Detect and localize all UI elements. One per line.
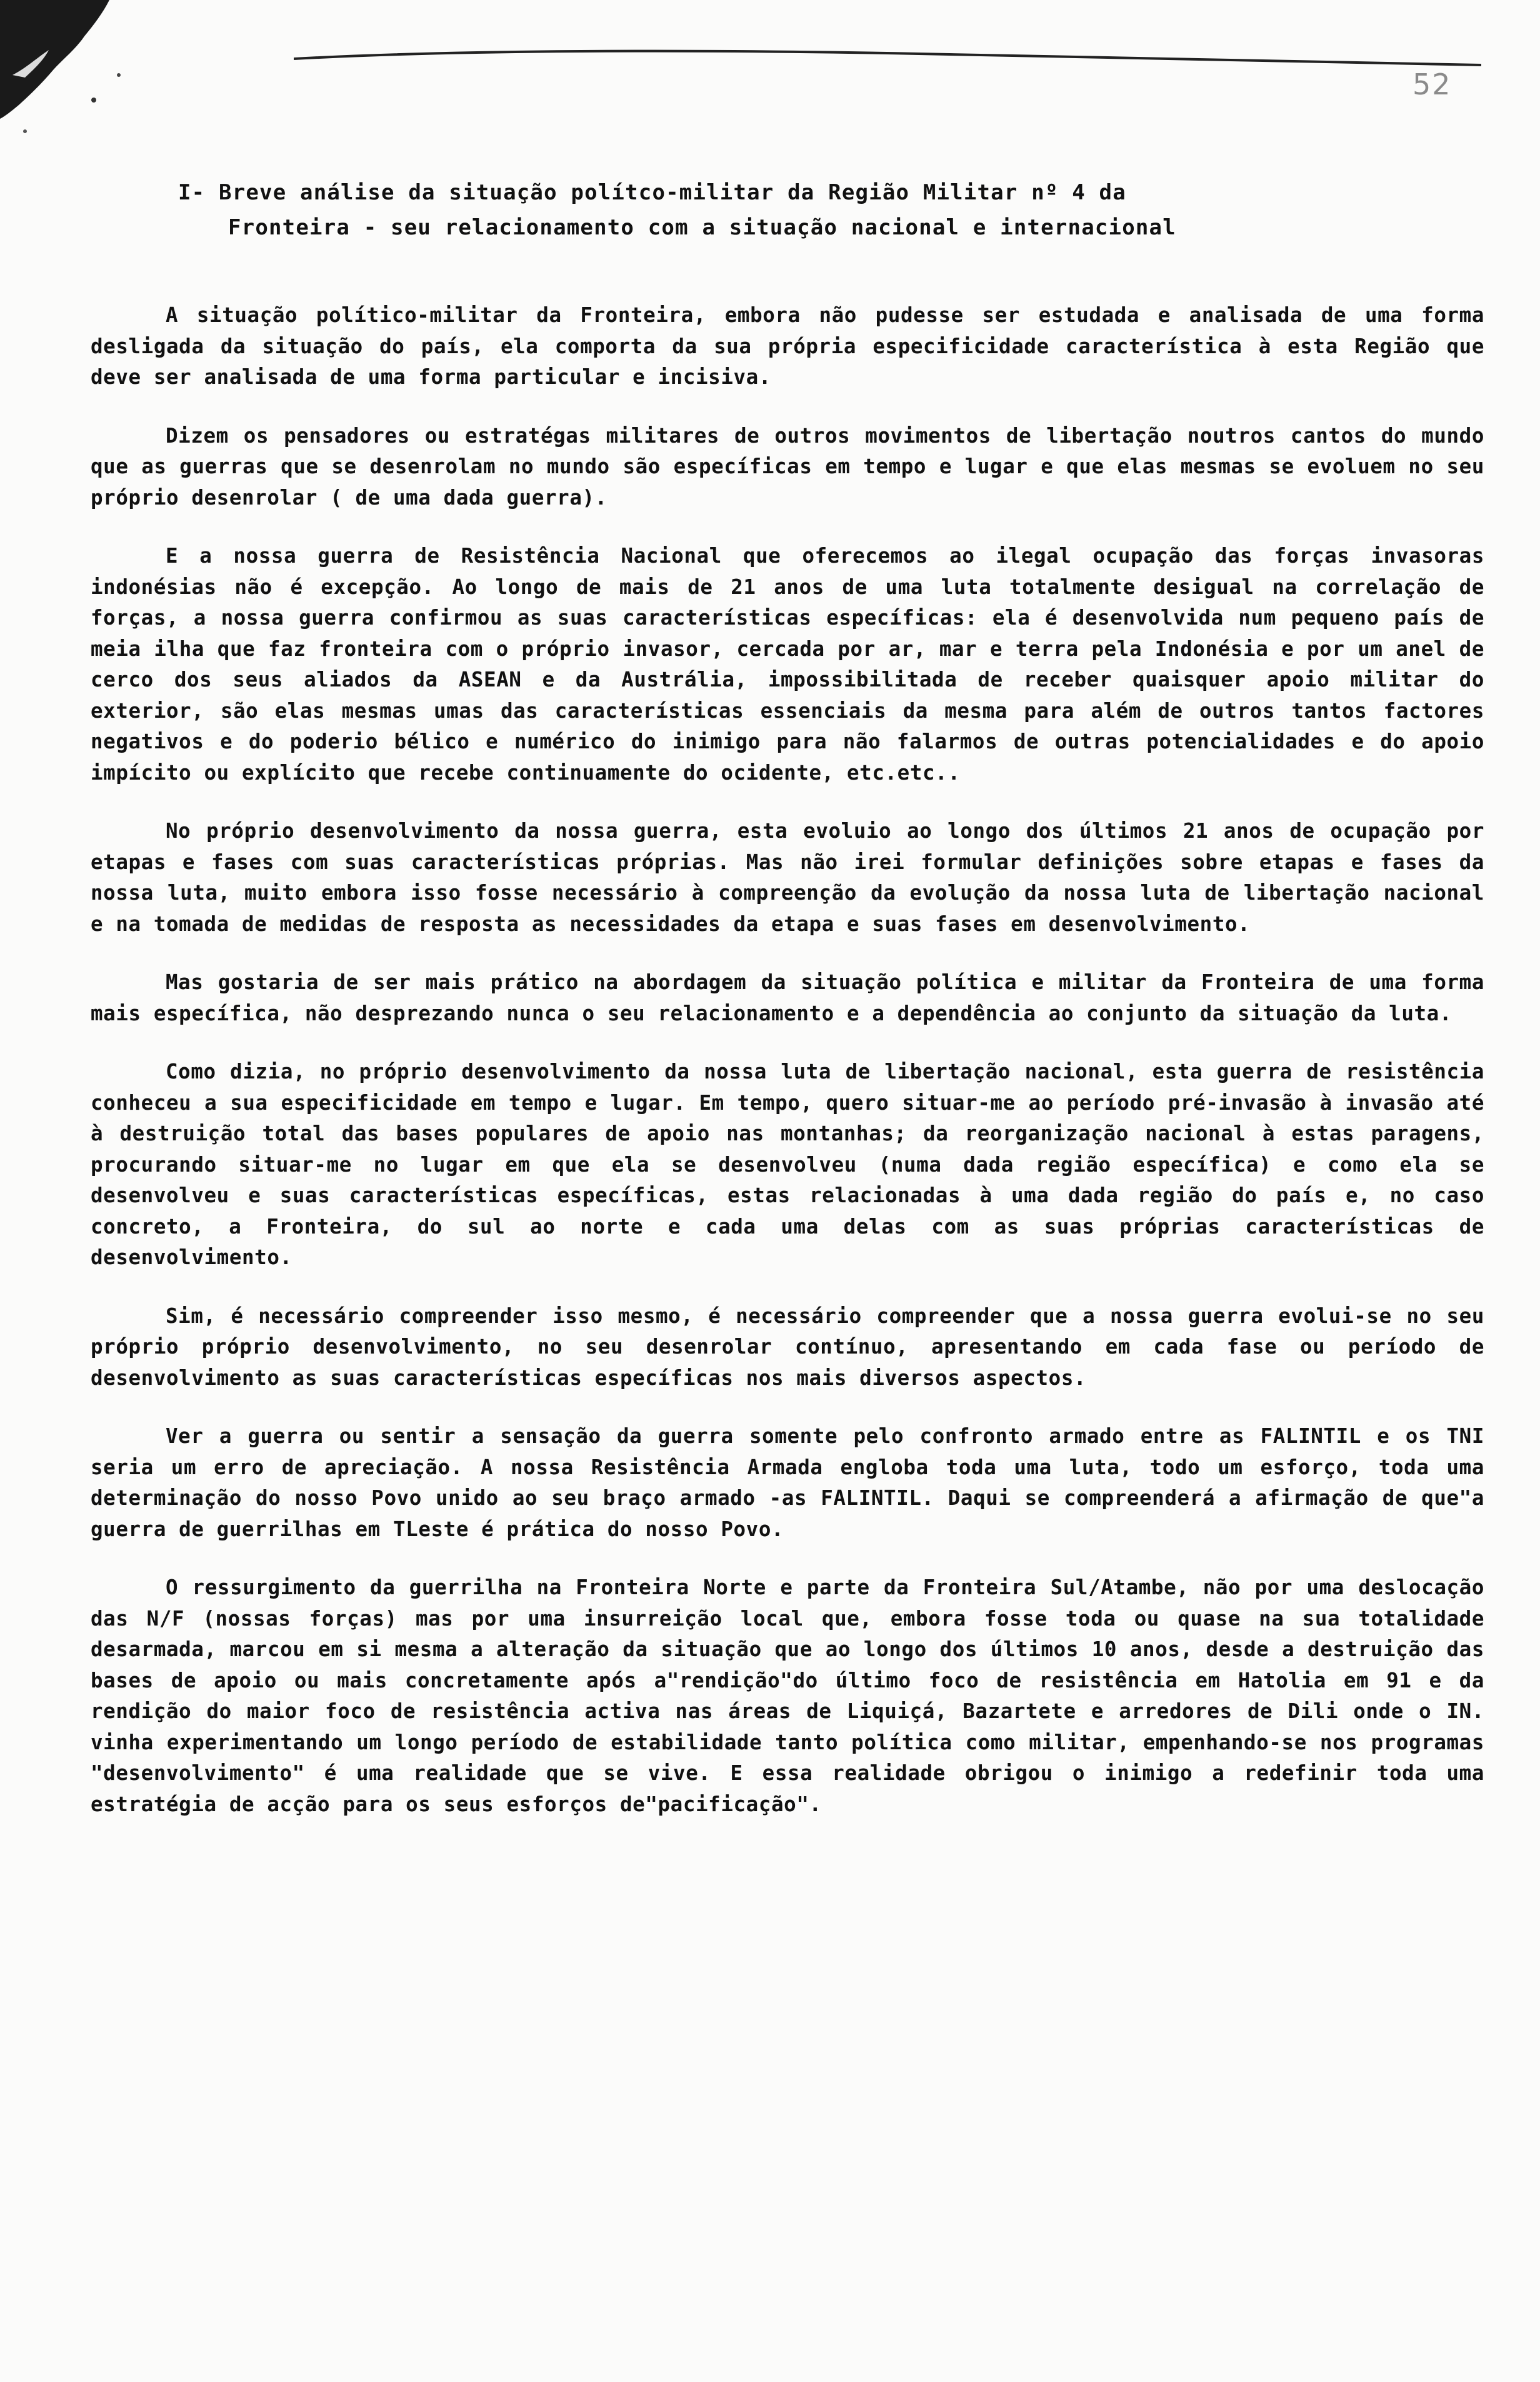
paragraph-9: O ressurgimento da guerrilha na Fronteira Norte e parte da Fronteira Sul/Atambe, não por uma deslocação das N/F (nossas forças) mas por uma insurreição local que, embora fosse toda ou quase na sua totalidade desarmada, marcou em si mesma a alteração da situação que ao longo dos últimos 10 anos, desde a destruição das bases de apoio ou mais concretamente após a"rendição"do último foco de resistência em Hatolia em 91 e da rendição do maior foco de resistência activa nas áreas de Liquiçá, Bazartete e arredores de Dili onde o IN. vinha experimentando um longo período de estabilidade tanto política como militar, empenhando-se nos programas "desenvolvimento" é uma realidade que se vive. E essa realidade obrigou o inimigo a redefinir toda uma estratégia de acção para os seus esforços de"pacificação". [91,1575,1484,1816]
section-heading [178,175,1434,245]
paragraph-8: Ver a guerra ou sentir a sensação da guerra somente pelo confronto armado entre as FALINTIL e os TNI seria um erro de apreciação. A nossa Resistência Armada engloba toda uma luta, todo um esforço, toda uma determinação do nosso Povo unido ao seu braço armado -as FALINTIL. Daqui se compreenderá a afirmação de que"a guerra de guerrilhas em TLeste é prática do nosso Povo. [91,1424,1484,1541]
paragraph-3: E a nossa guerra de Resistência Nacional que oferecemos ao ilegal ocupação das forças invasoras indonésias não é excepção. Ao longo de mais de 21 anos de uma luta totalmente desigual na correlação de forças, a nossa guerra confirmou as suas características específicas: ela é desenvolvida num pequeno país de meia ilha que faz fronteira com o próprio invasor, cercada por ar, mar e terra pela Indonésia e por um anel de cerco dos seus aliados da ASEAN e da Austrália, impossibilitada de receber quaisquer apoio militar do exterior, são elas mesmas umas das características essenciais da mesma para além de outros tantos factores negativos e do poderio bélico e numérico do inimigo para não falarmos de outras potencialidades e do apoio impícito ou explícito que recebe continuamente do ocidente, etc.etc.. [91,544,1484,785]
paragraph-5: Mas gostaria de ser mais prático na abordagem da situação política e militar da Fronteira de uma forma mais específica, não desprezando nunca o seu relacionamento e a dependência ao conjunto da situação da luta. [91,970,1484,1025]
top-rule-line [294,45,1481,70]
body-text [91,300,1484,2332]
page-number: 52 [1412,68,1452,101]
heading-line-1: I- Breve análise da situação polítco-militar da Região Militar nº 4 da [178,180,1126,205]
heading-line-2: Fronteira - seu relacionamento com a situação nacional e internacional [228,215,1176,240]
paragraph-4: No próprio desenvolvimento da nossa guerra, esta evoluio ao longo dos últimos 21 anos de ocupação por etapas e fases com suas características próprias. Mas não irei formular definições sobre etapas e fases da nossa luta, muito embora isso fosse necessário à compreenção da evolução da nossa luta de libertação nacional e na tomada de medidas de resposta as necessidades da etapa e suas fases em desenvolvimento. [91,819,1484,936]
paragraph-2: Dizem os pensadores ou estratégas militares de outros movimentos de libertação noutros cantos do mundo que as guerras que se desenrolam no mundo são específicas em tempo e lugar e que elas mesmas se evoluem no seu próprio desenrolar ( de uma dada guerra). [91,423,1484,510]
scan-corner-mark [0,0,144,144]
paragraph-7: Sim, é necessário compreender isso mesmo, é necessário compreender que a nossa guerra evolui-se no seu próprio próprio desenvolvimento, no seu desenrolar contínuo, apresentando em cada fase ou período de desenvolvimento as suas características específicas nos mais diversos aspectos. [91,1304,1484,1390]
paragraph-6: Como dizia, no próprio desenvolvimento da nossa luta de libertação nacional, esta guerra de resistência conheceu a sua especificidade em tempo e lugar. Em tempo, quero situar-me ao período pré-invasão à invasão até à destruição total das bases populares de apoio nas montanhas; da reorganização nacional à estas paragens, procurando situar-me no lugar em que ela se desenvolveu (numa dada região específica) e como ela se desenvolveu e suas características específicas, estas relacionadas à uma dada região do país e, no caso concreto, a Fronteira, do sul ao norte e cada uma delas com as suas próprias características de desenvolvimento. [91,1060,1484,1269]
paragraph-1: A situação político-militar da Fronteira, embora não pudesse ser estudada e analisada de uma forma desligada da situação do país, ela comporta da sua própria especificidade característica à esta Região que deve ser analisada de uma forma particular e incisiva. [91,303,1484,389]
